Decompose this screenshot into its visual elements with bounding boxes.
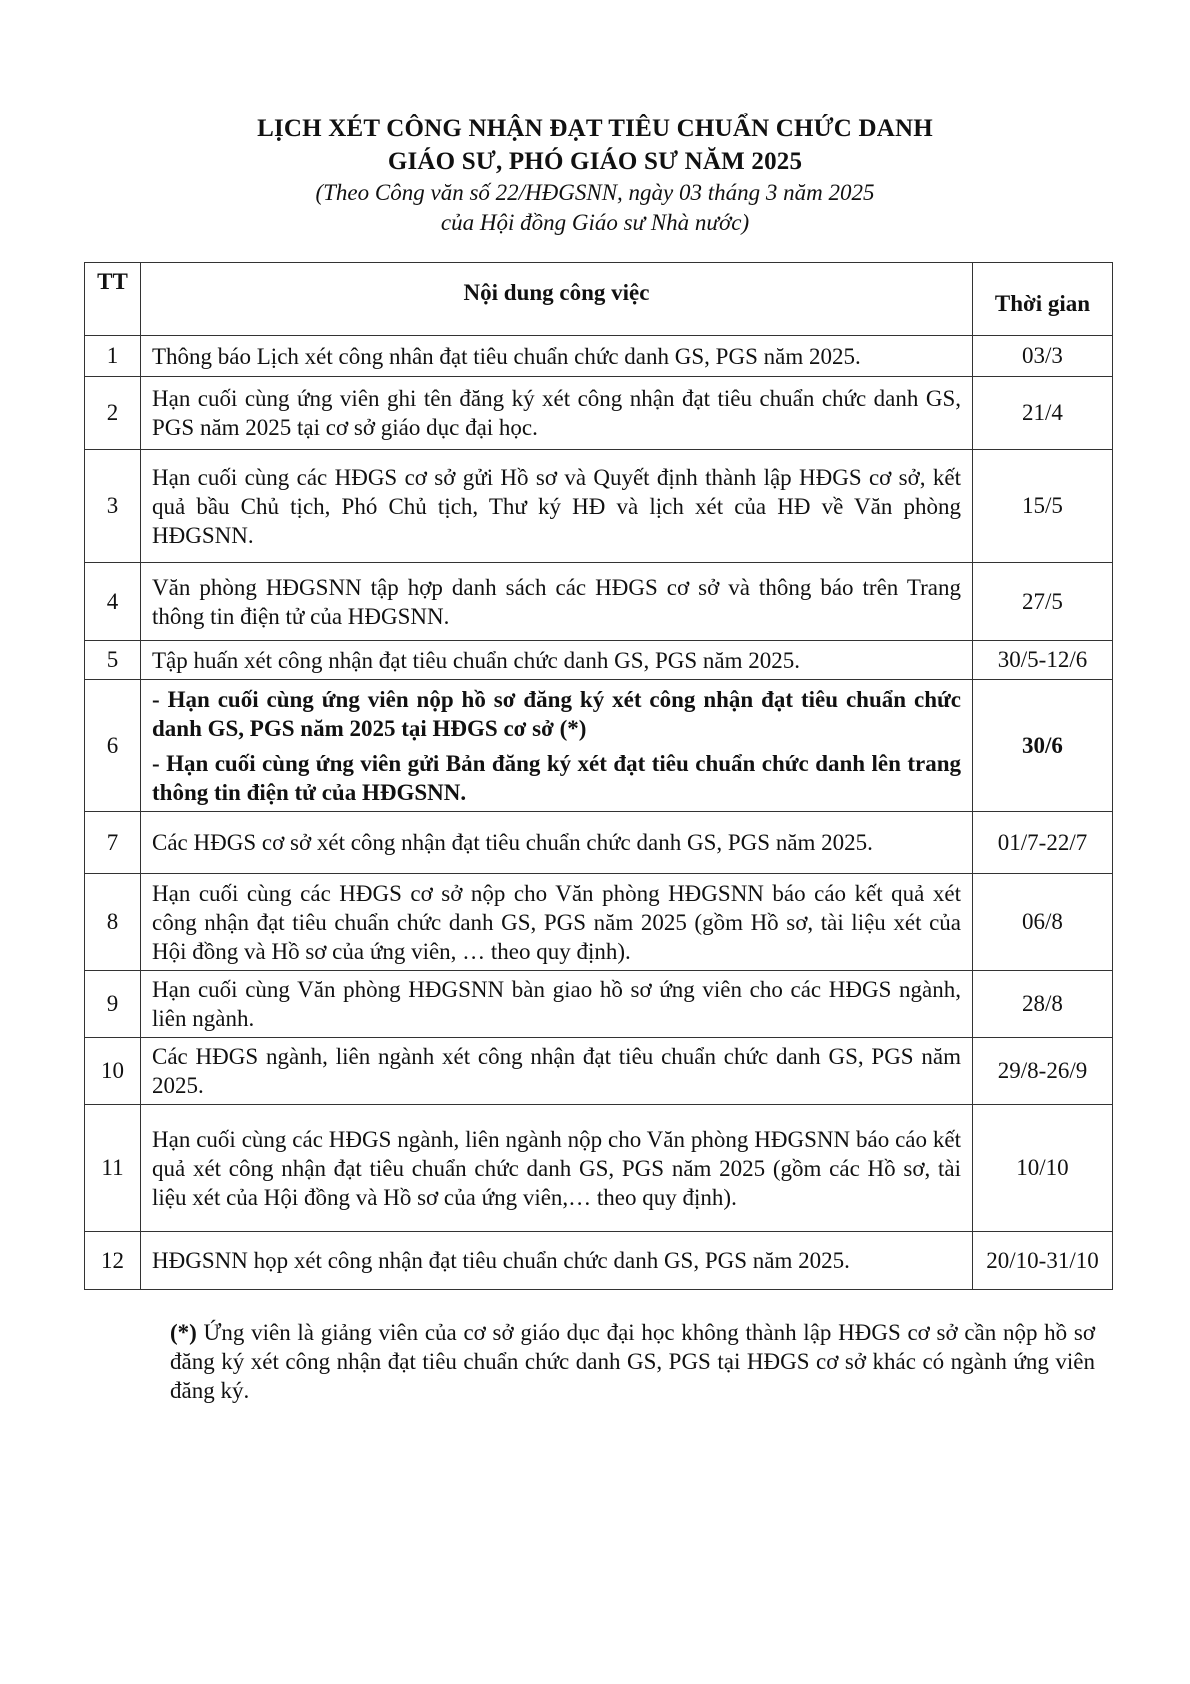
row-time: 06/8 xyxy=(973,874,1113,971)
row-time: 10/10 xyxy=(973,1105,1113,1232)
row-time: 27/5 xyxy=(973,563,1113,641)
table-row xyxy=(85,336,1113,377)
row-content: Các HĐGS ngành, liên ngành xét công nhận đạt tiêu chuẩn chức danh GS, PGS năm 2025. xyxy=(141,1038,973,1105)
table-row xyxy=(85,377,1113,450)
table-header-row xyxy=(85,263,1113,336)
row-number: 2 xyxy=(85,377,141,450)
row-time: 15/5 xyxy=(973,450,1113,563)
row-time: 20/10-31/10 xyxy=(973,1232,1113,1290)
row-time: 29/8-26/9 xyxy=(973,1038,1113,1105)
title-line-1: LỊCH XÉT CÔNG NHẬN ĐẠT TIÊU CHUẨN CHỨC DANH xyxy=(257,115,933,142)
row-time: 03/3 xyxy=(973,336,1113,377)
table-row xyxy=(85,1105,1113,1232)
row-content: Thông báo Lịch xét công nhân đạt tiêu chuẩn chức danh GS, PGS năm 2025. xyxy=(141,336,973,377)
row-number: 10 xyxy=(85,1038,141,1105)
table-row xyxy=(85,812,1113,874)
schedule-table xyxy=(84,262,1113,1290)
row-number: 8 xyxy=(85,874,141,971)
row-number: 11 xyxy=(85,1105,141,1232)
row-content: HĐGSNN họp xét công nhận đạt tiêu chuẩn chức danh GS, PGS năm 2025. xyxy=(141,1232,973,1290)
footnote-text: Ứng viên là giảng viên của cơ sở giáo dục đại học không thành lập HĐGS cơ sở cần nộp hồ sơ đăng ký xét công nhận đạt tiêu chuẩn chức danh GS, PGS tại HĐGS cơ sở khác có ngành ứng viên đăng ký. xyxy=(170,1320,1095,1403)
title-line-2: GIÁO SƯ, PHÓ GIÁO SƯ NĂM 2025 xyxy=(387,148,803,175)
row-number: 6 xyxy=(85,680,141,812)
row-number: 5 xyxy=(85,641,141,680)
row-content-part-a: - Hạn cuối cùng ứng viên nộp hồ sơ đăng ký xét công nhận đạt tiêu chuẩn chức danh GS, PGS năm 2025 tại HĐGS cơ sở (*) xyxy=(152,686,961,741)
table-row xyxy=(85,563,1113,641)
table-row xyxy=(85,680,1113,812)
row-number: 9 xyxy=(85,971,141,1038)
document-title xyxy=(0,112,1190,238)
row-content: Hạn cuối cùng các HĐGS ngành, liên ngành nộp cho Văn phòng HĐGSNN báo cáo kết quả xét công nhận đạt tiêu chuẩn chức danh GS, PGS năm 2025 (gồm các Hồ sơ, tài liệu xét của Hội đồng và Hồ sơ của ứng viên,… theo quy định). xyxy=(141,1105,973,1232)
row-content: Hạn cuối cùng ứng viên ghi tên đăng ký xét công nhận đạt tiêu chuẩn chức danh GS, PGS năm 2025 tại cơ sở giáo dục đại học. xyxy=(141,377,973,450)
row-number: 7 xyxy=(85,812,141,874)
subtitle-line-1: (Theo Công văn số 22/HĐGSNN, ngày 03 tháng 3 năm 2025 xyxy=(315,180,875,205)
row-content: Các HĐGS cơ sở xét công nhận đạt tiêu chuẩn chức danh GS, PGS năm 2025. xyxy=(141,812,973,874)
header-tt: TT xyxy=(85,263,141,336)
table-row xyxy=(85,971,1113,1038)
header-time: Thời gian xyxy=(973,263,1113,336)
row-time: 30/6 xyxy=(973,680,1113,812)
header-content: Nội dung công việc xyxy=(141,263,973,336)
table-row xyxy=(85,641,1113,680)
row-content-part-b: - Hạn cuối cùng ứng viên gửi Bản đăng ký xét đạt tiêu chuẩn chức danh lên trang thông tin điện tử của HĐGSNN. xyxy=(152,750,961,805)
table-row xyxy=(85,1232,1113,1290)
footnote xyxy=(170,1318,1095,1405)
subtitle-line-2: của Hội đồng Giáo sư Nhà nước) xyxy=(440,210,750,235)
row-time: 01/7-22/7 xyxy=(973,812,1113,874)
table-row xyxy=(85,874,1113,971)
row-time: 30/5-12/6 xyxy=(973,641,1113,680)
row-time: 28/8 xyxy=(973,971,1113,1038)
row-number: 4 xyxy=(85,563,141,641)
row-content: Hạn cuối cùng Văn phòng HĐGSNN bàn giao hồ sơ ứng viên cho các HĐGS ngành, liên ngành. xyxy=(141,971,973,1038)
footnote-mark: (*) xyxy=(170,1320,197,1345)
row-content: Hạn cuối cùng các HĐGS cơ sở nộp cho Văn phòng HĐGSNN báo cáo kết quả xét công nhận đạt tiêu chuẩn chức danh GS, PGS năm 2025 (gồm Hồ sơ, tài liệu xét của Hội đồng và Hồ sơ của ứng viên, … theo quy định). xyxy=(141,874,973,971)
row-content: Văn phòng HĐGSNN tập hợp danh sách các HĐGS cơ sở và thông báo trên Trang thông tin điện tử của HĐGSNN. xyxy=(141,563,973,641)
row-content: Hạn cuối cùng các HĐGS cơ sở gửi Hồ sơ và Quyết định thành lập HĐGS cơ sở, kết quả bầu Chủ tịch, Phó Chủ tịch, Thư ký HĐ và lịch xét của HĐ về Văn phòng HĐGSNN. xyxy=(141,450,973,563)
table-row xyxy=(85,1038,1113,1105)
row-content xyxy=(141,680,973,812)
row-number: 1 xyxy=(85,336,141,377)
row-number: 3 xyxy=(85,450,141,563)
row-number: 12 xyxy=(85,1232,141,1290)
row-time: 21/4 xyxy=(973,377,1113,450)
table-row xyxy=(85,450,1113,563)
row-content: Tập huấn xét công nhận đạt tiêu chuẩn chức danh GS, PGS năm 2025. xyxy=(141,641,973,680)
